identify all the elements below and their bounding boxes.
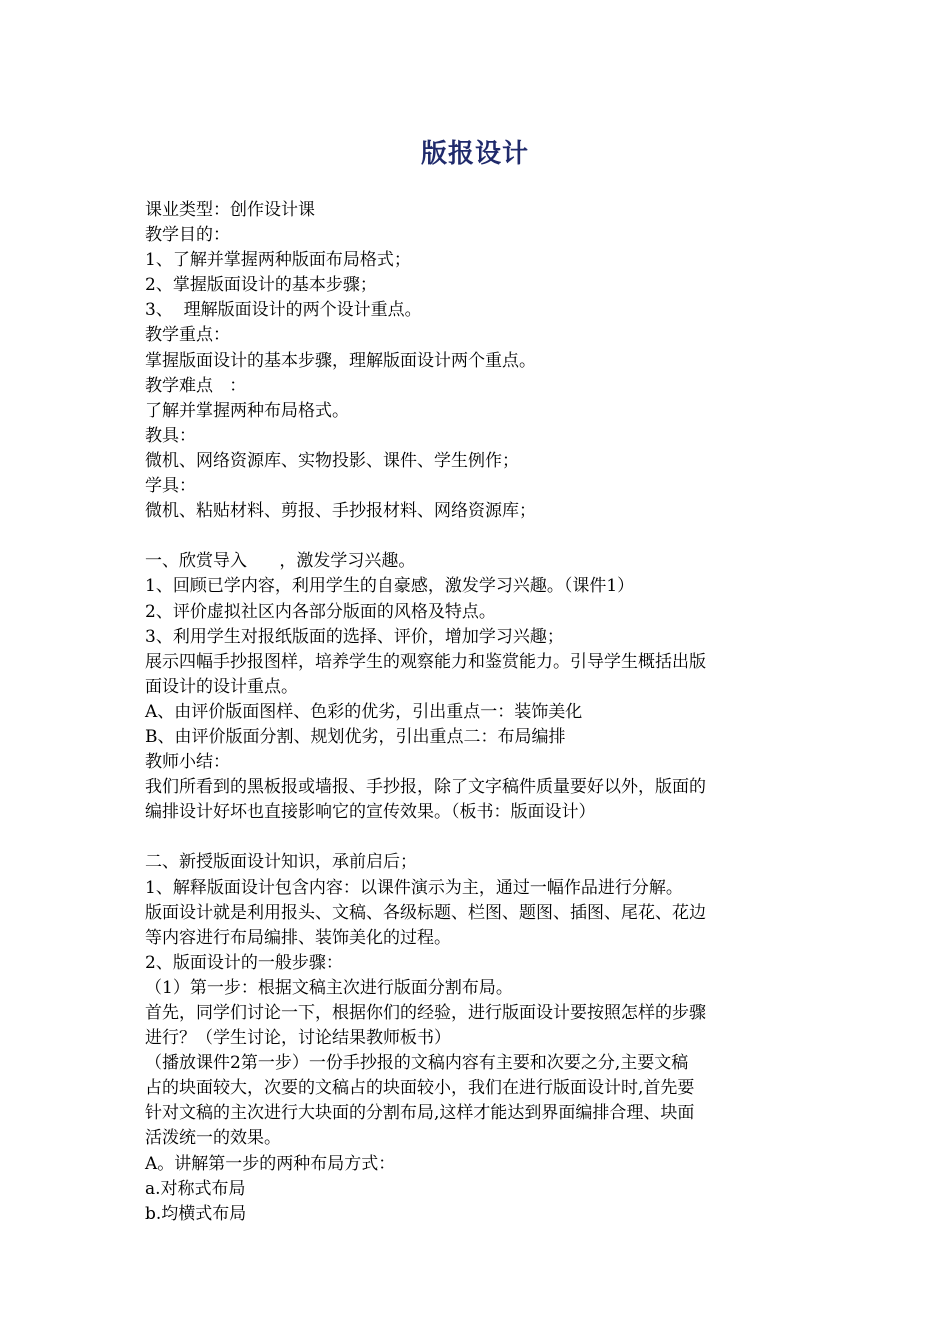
text-line: 占的块面较大，次要的文稿占的块面较小，我们在进行版面设计时,首先要 (145, 1078, 695, 1099)
text-line: 2、掌握版面设计的基本步骤； (145, 275, 377, 296)
text-line: 1、解释版面设计包含内容：以课件演示为主，通过一幅作品进行分解。 (145, 877, 683, 898)
text-line: 课业类型：创作设计课 (145, 200, 315, 220)
text-line: A、由评价版面图样、色彩的优劣，引出重点一：装饰美化 (145, 701, 583, 722)
text-line: 学具： (145, 476, 196, 497)
text-line: 3、 理解版面设计的两个设计重点。 (145, 300, 422, 321)
text-line: 3、利用学生对报纸版面的选择、评价，增加学习兴趣； (145, 626, 564, 647)
text-line: 教学重点： (145, 325, 230, 346)
text-line: 1、回顾已学内容，利用学生的自豪感，激发学习兴趣。（课件1） (145, 576, 635, 597)
text-line: 掌握版面设计的基本步骤，理解版面设计两个重点。 (145, 350, 536, 371)
text-line: 首先，同学们讨论一下，根据你们的经验，进行版面设计要按照怎样的步骤 (145, 1003, 706, 1023)
text-line: 2、评价虚拟社区内各部分版面的风格及特点。 (145, 601, 496, 622)
text-line: 编排设计好坏也直接影响它的宣传效果。（板书：版面设计） (145, 802, 596, 823)
text-line: （1）第一步：根据文稿主次进行版面分割布局。 (145, 977, 513, 998)
text-line: 展示四幅手抄报图样，培养学生的观察能力和鉴赏能力。引导学生概括出版 (145, 651, 706, 672)
text-line: 一、欣赏导入 ，激发学习兴趣。 (145, 551, 416, 572)
text-line: A。讲解第一步的两种布局方式： (145, 1153, 396, 1174)
text-line: 微机、网络资源库、实物投影、课件、学生例作； (145, 450, 519, 471)
text-line: a.对称式布局 (145, 1178, 246, 1199)
text-line: b.均横式布局 (145, 1203, 247, 1224)
text-line: 活泼统一的效果。 (145, 1128, 281, 1149)
text-line: 我们所看到的黑板报或墙报、手抄报，除了文字稿件质量要好以外，版面的 (145, 777, 706, 798)
text-line: 教具： (145, 425, 196, 446)
text-line: B、由评价版面分割、规划优劣，引出重点二：布局编排 (145, 726, 566, 747)
text-line: 二、新授版面设计知识，承前启后； (145, 852, 417, 873)
document-title: 版报设计 (420, 139, 529, 169)
text-line: 了解并掌握两种布局格式。 (145, 400, 349, 421)
text-line: 面设计的设计重点。 (145, 676, 298, 697)
text-line: 教学目的： (145, 225, 230, 246)
blank-line (145, 524, 809, 549)
text-line: 教学难点 ： (145, 375, 247, 396)
text-line: （播放课件2第一步）一份手抄报的文稿内容有主要和次要之分,主要文稿 (145, 1053, 689, 1074)
text-line: 1、了解并掌握两种版面布局格式； (145, 250, 411, 271)
text-line: 2、版面设计的一般步骤： (145, 952, 343, 973)
text-line: 微机、粘贴材料、剪报、手抄报材料、网络资源库； (145, 501, 536, 522)
text-line: 版面设计就是利用报头、文稿、各级标题、栏图、题图、插图、尾花、花边 (145, 902, 706, 923)
text-line: 针对文稿的主次进行大块面的分割布局,这样才能达到界面编排合理、块面 (145, 1103, 695, 1124)
document-body (145, 198, 809, 1227)
text-line: 教师小结： (145, 752, 230, 773)
blank-line (145, 825, 809, 850)
text-line: 等内容进行布局编排、装饰美化的过程。 (145, 927, 451, 948)
text-line: 进行？（学生讨论，讨论结果教师板书） (145, 1028, 451, 1049)
